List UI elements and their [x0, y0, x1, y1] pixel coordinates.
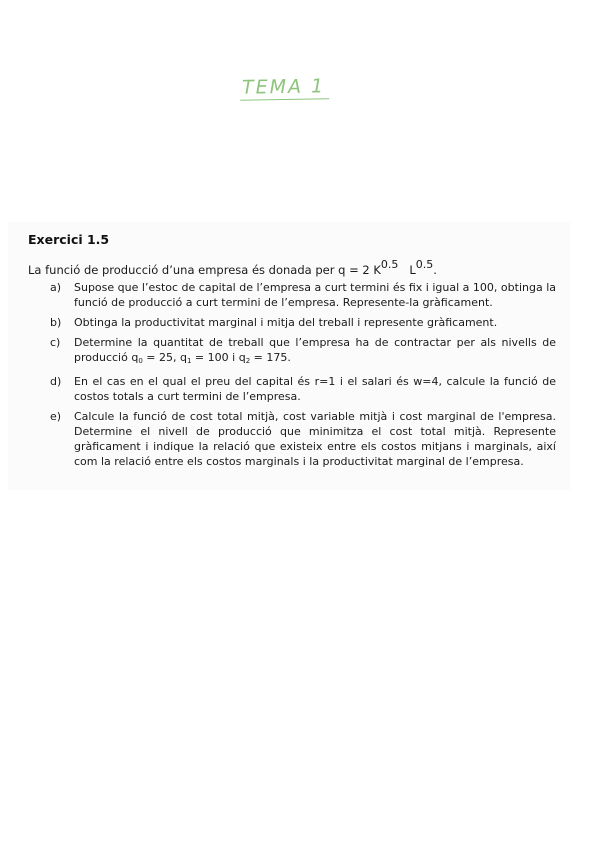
intro-exponent-l: 0.5 — [415, 258, 434, 271]
item-text-part: = 100 i q — [191, 351, 246, 364]
item-marker: d) — [50, 375, 62, 388]
item-text: Supose que l’estoc de capital de l’empresa a curt termini és fix i igual a 100, obtinga la funció de producció a curt termini de l’empresa. Represente-la gràficament. — [74, 281, 556, 309]
intro-text: La funció de producció d’una empresa és donada per q = 2 K — [28, 263, 381, 277]
item-text-part: = 25, q — [142, 351, 187, 364]
subscript: 1 — [186, 357, 192, 365]
intro-end: . — [433, 263, 437, 277]
list-item — [50, 280, 556, 310]
item-text: Calcule la funció de cost total mitjà, cost variable mitjà i cost marginal de l'empresa. Determine el nivell de producció que minimitza el cost total mitjà. Represente gràficament i indique la relació que existeix entre els costos mitjans i marginals, així com la relació entre els costos marginals i la productivitat marginal de l’empresa. — [74, 410, 556, 468]
intro-exponent-k: 0.5 — [380, 258, 399, 271]
exercise-intro — [28, 256, 437, 279]
item-marker: b) — [50, 316, 62, 329]
list-item — [50, 374, 556, 404]
item-text-part: = 175. — [250, 351, 291, 364]
subscript: 2 — [245, 357, 251, 365]
intro-labor: L — [409, 263, 416, 277]
item-text — [74, 335, 556, 369]
item-text: En el cas en el qual el preu del capital és r=1 i el salari és w=4, calcule la funció de costos totals a curt termini de l’empresa. — [74, 375, 556, 403]
item-marker: e) — [50, 410, 62, 423]
exercise-items — [50, 280, 556, 474]
item-text: Obtinga la productivitat marginal i mitja del treball i represente gràficament. — [74, 316, 498, 329]
item-marker: c) — [50, 336, 61, 349]
item-marker: a) — [50, 281, 62, 294]
list-item — [50, 409, 556, 469]
list-item — [50, 315, 556, 330]
subscript: 0 — [138, 357, 143, 365]
item-text-start: Determine la quantitat de treball que l’empresa ha de contractar per als nivells de producció q — [74, 336, 556, 364]
exercise-title: Exercici 1.5 — [28, 232, 110, 247]
list-item — [50, 335, 556, 369]
handwritten-title: TEMA 1 — [240, 75, 330, 101]
